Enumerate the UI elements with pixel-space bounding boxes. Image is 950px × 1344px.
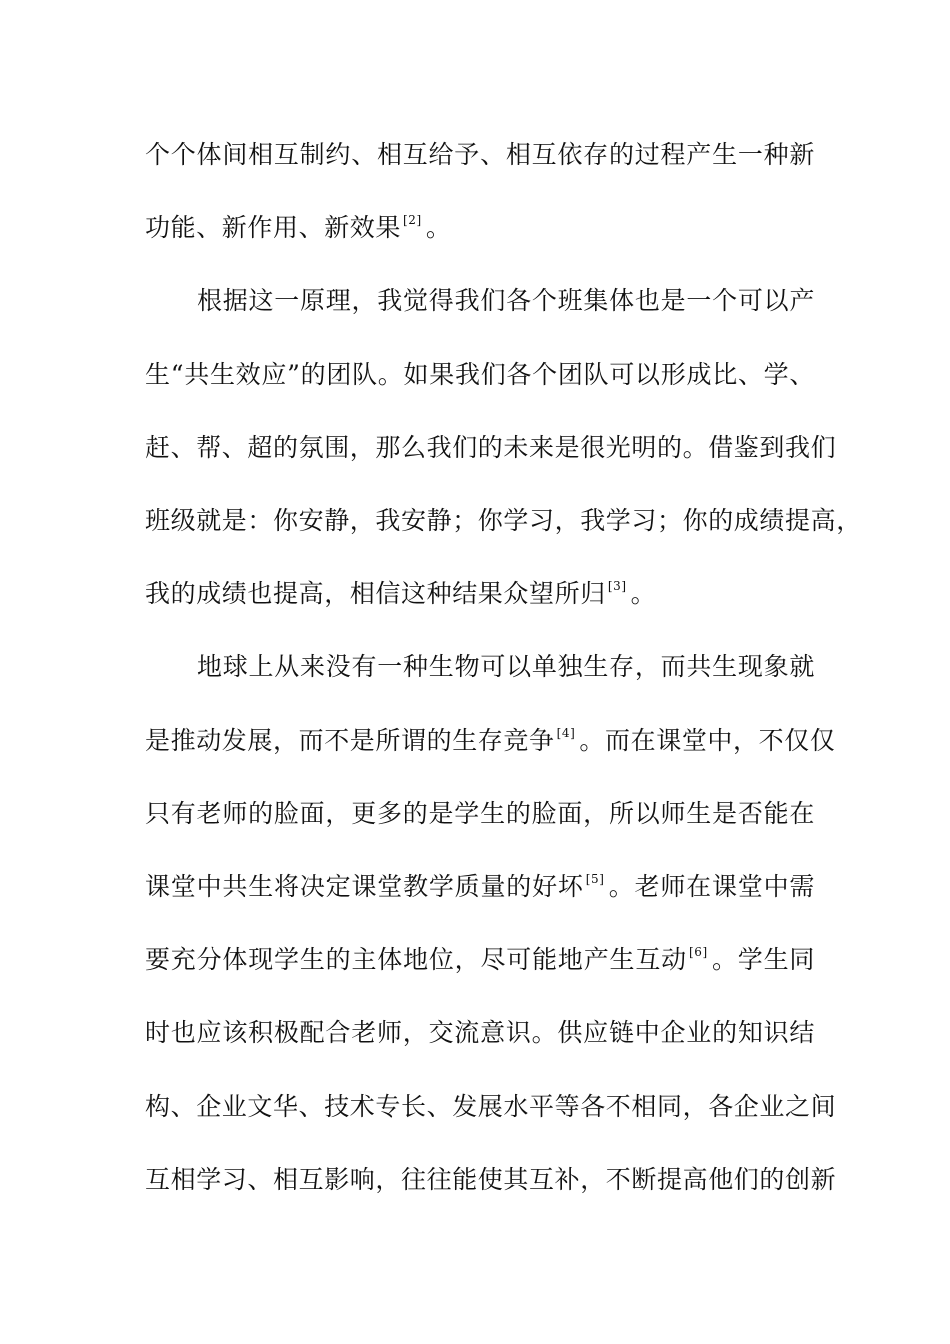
citation-ref: [6] [688, 944, 708, 959]
citation-ref: [3] [607, 578, 627, 593]
line-text-after: 。学生同 [711, 945, 815, 974]
line-text: 地球上从来没有一种生物可以单独生存，而共生现象就 [197, 652, 815, 681]
text-line [145, 870, 815, 904]
text-line [145, 577, 815, 611]
line-text-after: 。而在课堂中，不仅仅 [579, 726, 836, 755]
text-line [197, 284, 815, 318]
line-text: 构、企业文华、技术专长、发展水平等各不相同，各企业之间 [145, 1092, 837, 1121]
line-text: 课堂中共生将决定课堂教学质量的好坏 [145, 872, 584, 901]
line-text: 我的成绩也提高，相信这种结果众望所归 [145, 579, 606, 608]
line-text: 只有老师的脸面，更多的是学生的脸面，所以师生是否能在 [145, 799, 815, 828]
line-text: 时也应该积极配合老师，交流意识。供应链中企业的知识结 [145, 1018, 815, 1047]
citation-ref: [4] [556, 725, 576, 740]
line-text: 互相学习、相互影响，往往能使其互补，不断提高他们的创新 [145, 1165, 837, 1194]
line-text-after: 。 [630, 579, 657, 608]
line-text: 个个体间相互制约、相互给予、相互依存的过程产生一种新 [145, 140, 815, 169]
text-line [145, 1163, 837, 1197]
text-line [145, 943, 815, 977]
line-text-after: 。 [425, 213, 452, 242]
line-text: 班级就是：你安静，我安静；你学习，我学习；你的成绩提高， [145, 506, 862, 535]
text-line [145, 797, 815, 831]
line-text: 生“共生效应”的团队。如果我们各个团队可以形成比、学、 [145, 360, 815, 389]
line-text-after: 。老师在课堂中需 [608, 872, 815, 901]
text-line [145, 138, 815, 172]
text-line [145, 431, 837, 465]
text-line [145, 358, 815, 392]
text-line [145, 211, 815, 245]
citation-ref: [5] [585, 871, 605, 886]
line-text: 功能、新作用、新效果 [145, 213, 402, 242]
line-text: 是推动发展，而不是所谓的生存竞争 [145, 726, 555, 755]
line-text: 根据这一原理，我觉得我们各个班集体也是一个可以产 [197, 286, 815, 315]
text-line [145, 724, 836, 758]
text-line [145, 1090, 837, 1124]
citation-ref: [2] [403, 212, 422, 227]
text-line [197, 650, 815, 684]
line-text: 赶、帮、超的氛围，那么我们的未来是很光明的。借鉴到我们 [145, 433, 837, 462]
text-line [145, 1016, 815, 1050]
text-line [145, 504, 862, 538]
line-text: 要充分体现学生的主体地位，尽可能地产生互动 [145, 945, 687, 974]
